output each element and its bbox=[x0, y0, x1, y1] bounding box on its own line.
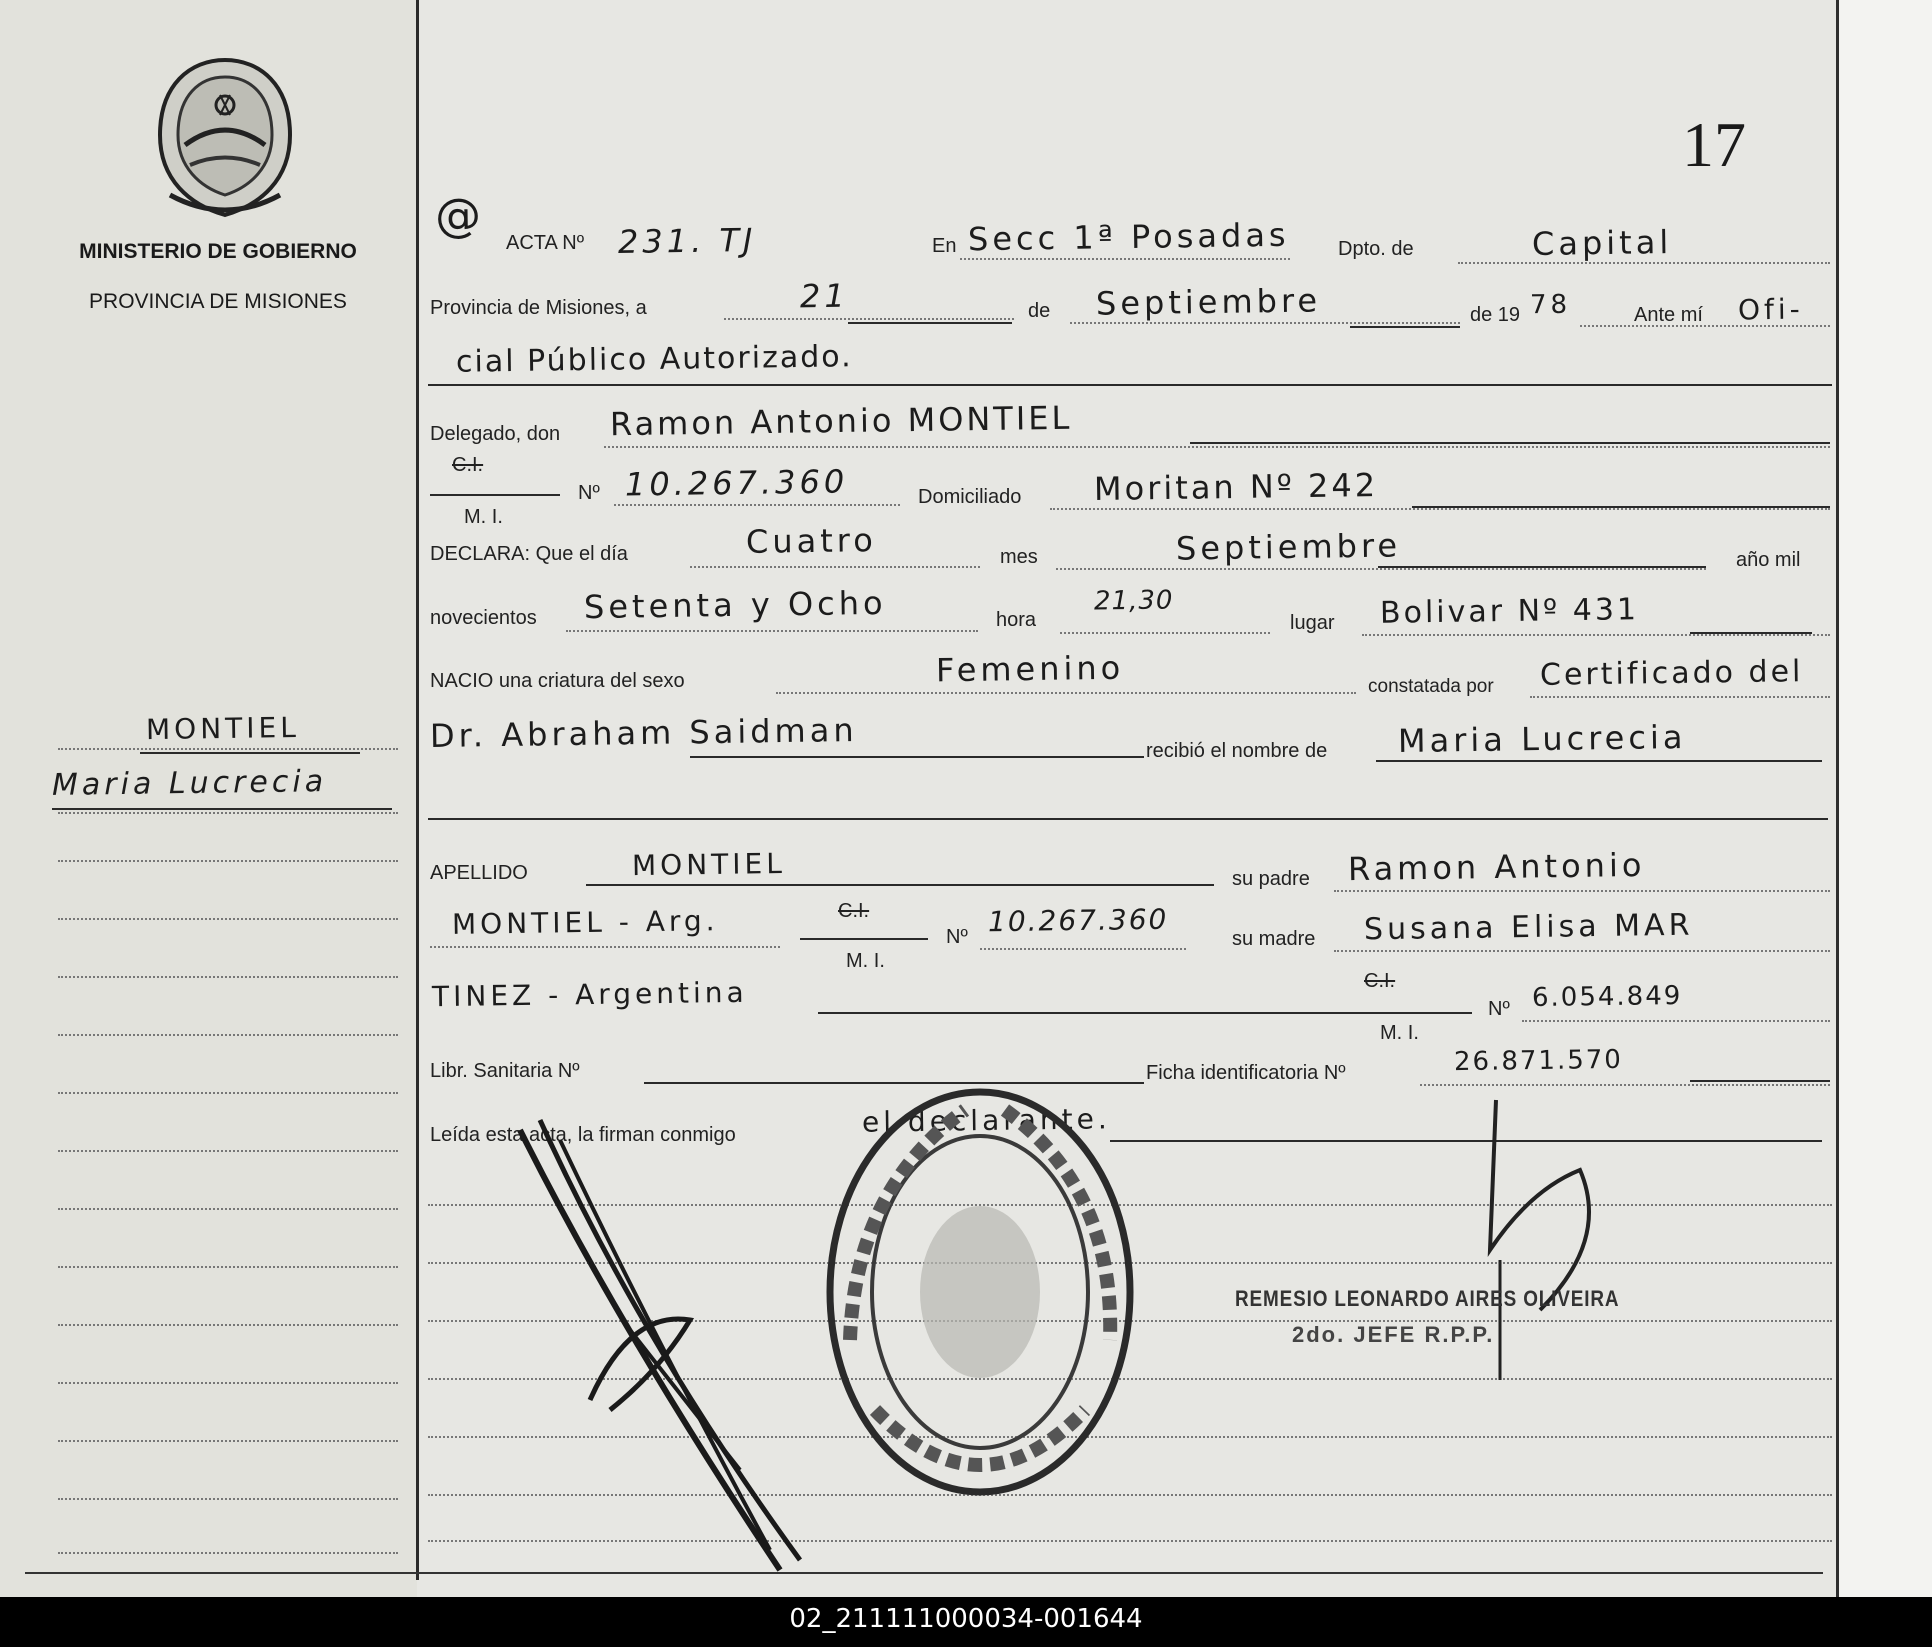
officer-title: 2do. JEFE R.P.P. bbox=[1292, 1322, 1495, 1347]
domicilio-value: Moritan Nº 242 bbox=[1093, 466, 1379, 508]
margin-line bbox=[58, 976, 398, 978]
padre-label: su padre bbox=[1232, 868, 1310, 890]
field-underline bbox=[1110, 1140, 1822, 1142]
margin-line bbox=[58, 812, 398, 814]
field-underline bbox=[690, 756, 1144, 758]
margin-line bbox=[58, 1324, 398, 1326]
mes-value: Septiembre bbox=[1175, 526, 1402, 568]
delegado-label: Delegado, don bbox=[430, 423, 561, 445]
acta-value: 231. TJ bbox=[617, 221, 757, 261]
margin-line bbox=[58, 918, 398, 920]
field-line bbox=[1050, 508, 1830, 510]
margin-underline bbox=[52, 808, 392, 810]
delegado-value: Ramon Antonio MONTIEL bbox=[609, 398, 1073, 444]
madre-cont: TINEZ - Argentina bbox=[431, 975, 748, 1014]
provincial-seal-icon bbox=[150, 55, 300, 220]
padre-cont: MONTIEL - Arg. bbox=[451, 904, 719, 941]
madre-label: su madre bbox=[1232, 928, 1316, 950]
dia-value: Cuatro bbox=[745, 521, 878, 561]
province-name: PROVINCIA DE MISIONES bbox=[89, 290, 347, 313]
padre-doc: 10.267.360 bbox=[987, 902, 1169, 939]
padre-no-label: Nº bbox=[946, 926, 968, 948]
doc-value: 10.267.360 bbox=[624, 462, 849, 504]
field-line bbox=[1056, 568, 1706, 570]
padre-mi-label: M. I. bbox=[846, 950, 885, 972]
mi-label: M. I. bbox=[464, 506, 503, 528]
acta-label: ACTA Nº bbox=[506, 232, 585, 254]
anio-value: Setenta y Ocho bbox=[583, 583, 887, 627]
margin-given-names: Maria Lucrecia bbox=[51, 764, 328, 803]
right-margin bbox=[1839, 0, 1932, 1597]
field-line bbox=[614, 504, 900, 506]
blank-line bbox=[428, 818, 1828, 820]
apellido-value: MONTIEL bbox=[631, 846, 787, 883]
field-line bbox=[1334, 890, 1830, 892]
madre-mi-label: M. I. bbox=[1380, 1022, 1419, 1044]
margin-line bbox=[58, 1440, 398, 1442]
column-divider bbox=[416, 0, 419, 1580]
field-line bbox=[566, 630, 978, 632]
bottom-rule bbox=[25, 1572, 1823, 1574]
ante-label: Ante mí bbox=[1634, 304, 1703, 326]
margin-line bbox=[58, 1034, 398, 1036]
field-underline bbox=[1190, 442, 1830, 444]
field-line bbox=[980, 948, 1186, 950]
margin-line bbox=[58, 1552, 398, 1554]
margin-line bbox=[58, 1150, 398, 1152]
ministry-name: MINISTERIO DE GOBIERNO bbox=[79, 240, 357, 263]
officer-name: REMESIO LEONARDO AIRES OLIVEIRA bbox=[1235, 1286, 1620, 1311]
dpto-value: Capital bbox=[1531, 223, 1673, 263]
field-line bbox=[1060, 632, 1270, 634]
field-line bbox=[1070, 322, 1460, 324]
margin-line bbox=[58, 860, 398, 862]
declarant-signature-icon bbox=[500, 1110, 820, 1580]
margin-line bbox=[58, 1208, 398, 1210]
margin-underline bbox=[140, 752, 360, 754]
field-line bbox=[1458, 262, 1830, 264]
en-label: En bbox=[932, 235, 957, 257]
month-value: Septiembre bbox=[1095, 281, 1322, 323]
madre-ci-label: C.I. bbox=[1364, 970, 1396, 992]
page-number: 17 bbox=[1682, 109, 1746, 180]
field-line bbox=[604, 446, 1830, 448]
field-underline bbox=[1350, 326, 1460, 328]
madre-value: Susana Elisa MAR bbox=[1363, 907, 1694, 948]
libr-label: Libr. Sanitaria Nº bbox=[430, 1060, 580, 1082]
constatada-value: Certificado del bbox=[1539, 654, 1804, 693]
madre-doc: 6.054.849 bbox=[1531, 980, 1683, 1014]
lugar-label: lugar bbox=[1290, 612, 1335, 634]
field-line bbox=[1420, 1084, 1830, 1086]
lugar-value: Bolivar Nº 431 bbox=[1379, 592, 1640, 631]
margin-line bbox=[58, 1382, 398, 1384]
anio-label: año mil bbox=[1736, 549, 1801, 571]
margin-line bbox=[58, 1092, 398, 1094]
padre-ci-label: C.I. bbox=[838, 900, 870, 922]
recibio-label: recibió el nombre de bbox=[1146, 740, 1328, 762]
margin-line bbox=[58, 1266, 398, 1268]
ci-mi-divider bbox=[800, 938, 928, 940]
field-line bbox=[690, 566, 980, 568]
field-line bbox=[960, 258, 1290, 260]
year-label: de 19 bbox=[1470, 304, 1521, 326]
ci-label: C.I. bbox=[452, 454, 484, 476]
officer-signature-icon bbox=[1470, 1090, 1670, 1390]
field-line bbox=[776, 692, 1356, 694]
domicilio-label: Domiciliado bbox=[918, 486, 1022, 508]
margin-line bbox=[58, 1498, 398, 1500]
novecientos-label: novecientos bbox=[430, 607, 537, 629]
day-value: 21 bbox=[799, 276, 849, 316]
dpto-label: Dpto. de bbox=[1338, 238, 1414, 260]
nombre-value: Maria Lucrecia bbox=[1397, 717, 1687, 761]
ante-value: Ofi- bbox=[1737, 292, 1805, 327]
apellido-label: APELLIDO bbox=[430, 862, 528, 884]
padre-value: Ramon Antonio bbox=[1347, 845, 1646, 889]
official-stamp-icon bbox=[815, 1080, 1145, 1505]
margin-line bbox=[58, 748, 398, 750]
field-underline bbox=[1376, 760, 1822, 762]
field-line bbox=[1530, 696, 1830, 698]
doc-no-label: Nº bbox=[578, 482, 600, 504]
field-underline bbox=[1690, 1080, 1830, 1082]
field-line bbox=[1362, 634, 1830, 636]
leida-label: Leída esta acta, la firman conmigo bbox=[430, 1124, 736, 1146]
hora-value: 21,30 bbox=[1093, 585, 1174, 617]
field-underline bbox=[1378, 566, 1706, 568]
field-line bbox=[1522, 1020, 1830, 1022]
field-underline bbox=[586, 884, 1214, 886]
field-line bbox=[430, 946, 780, 948]
year-value: 78 bbox=[1529, 289, 1572, 321]
field-underline bbox=[1690, 632, 1812, 634]
field-underline bbox=[428, 384, 1832, 386]
field-underline bbox=[1412, 506, 1830, 508]
hora-label: hora bbox=[996, 609, 1037, 631]
field-line bbox=[1334, 950, 1830, 952]
constatada-label: constatada por bbox=[1368, 676, 1494, 697]
ci-mi-divider bbox=[430, 494, 560, 496]
declara-label: DECLARA: Que el día bbox=[430, 543, 628, 565]
de-label: de bbox=[1028, 300, 1051, 322]
field-line bbox=[1580, 325, 1830, 327]
acta-mark: @ bbox=[434, 187, 486, 243]
leida-value: el declarante. bbox=[861, 1102, 1111, 1139]
madre-no-label: Nº bbox=[1488, 998, 1510, 1020]
field-underline bbox=[848, 322, 1012, 324]
margin-surname: MONTIEL bbox=[145, 710, 301, 747]
field-line bbox=[724, 318, 1014, 320]
sexo-value: Femenino bbox=[935, 648, 1125, 690]
seccion-value: Secc 1ª Posadas bbox=[967, 215, 1290, 259]
ficha-label: Ficha identificatoria Nº bbox=[1146, 1062, 1346, 1084]
provincia-label: Provincia de Misiones, a bbox=[430, 297, 647, 319]
nacio-label: NACIO una criatura del sexo bbox=[430, 670, 685, 692]
oficial-value: cial Público Autorizado. bbox=[455, 339, 853, 380]
ficha-value: 26.871.570 bbox=[1453, 1044, 1624, 1078]
image-caption: 02_211111000034-001644 bbox=[789, 1604, 1143, 1634]
field-underline bbox=[818, 1012, 1472, 1014]
doctor-value: Dr. Abraham Saidman bbox=[429, 711, 858, 755]
mes-label: mes bbox=[1000, 546, 1038, 568]
